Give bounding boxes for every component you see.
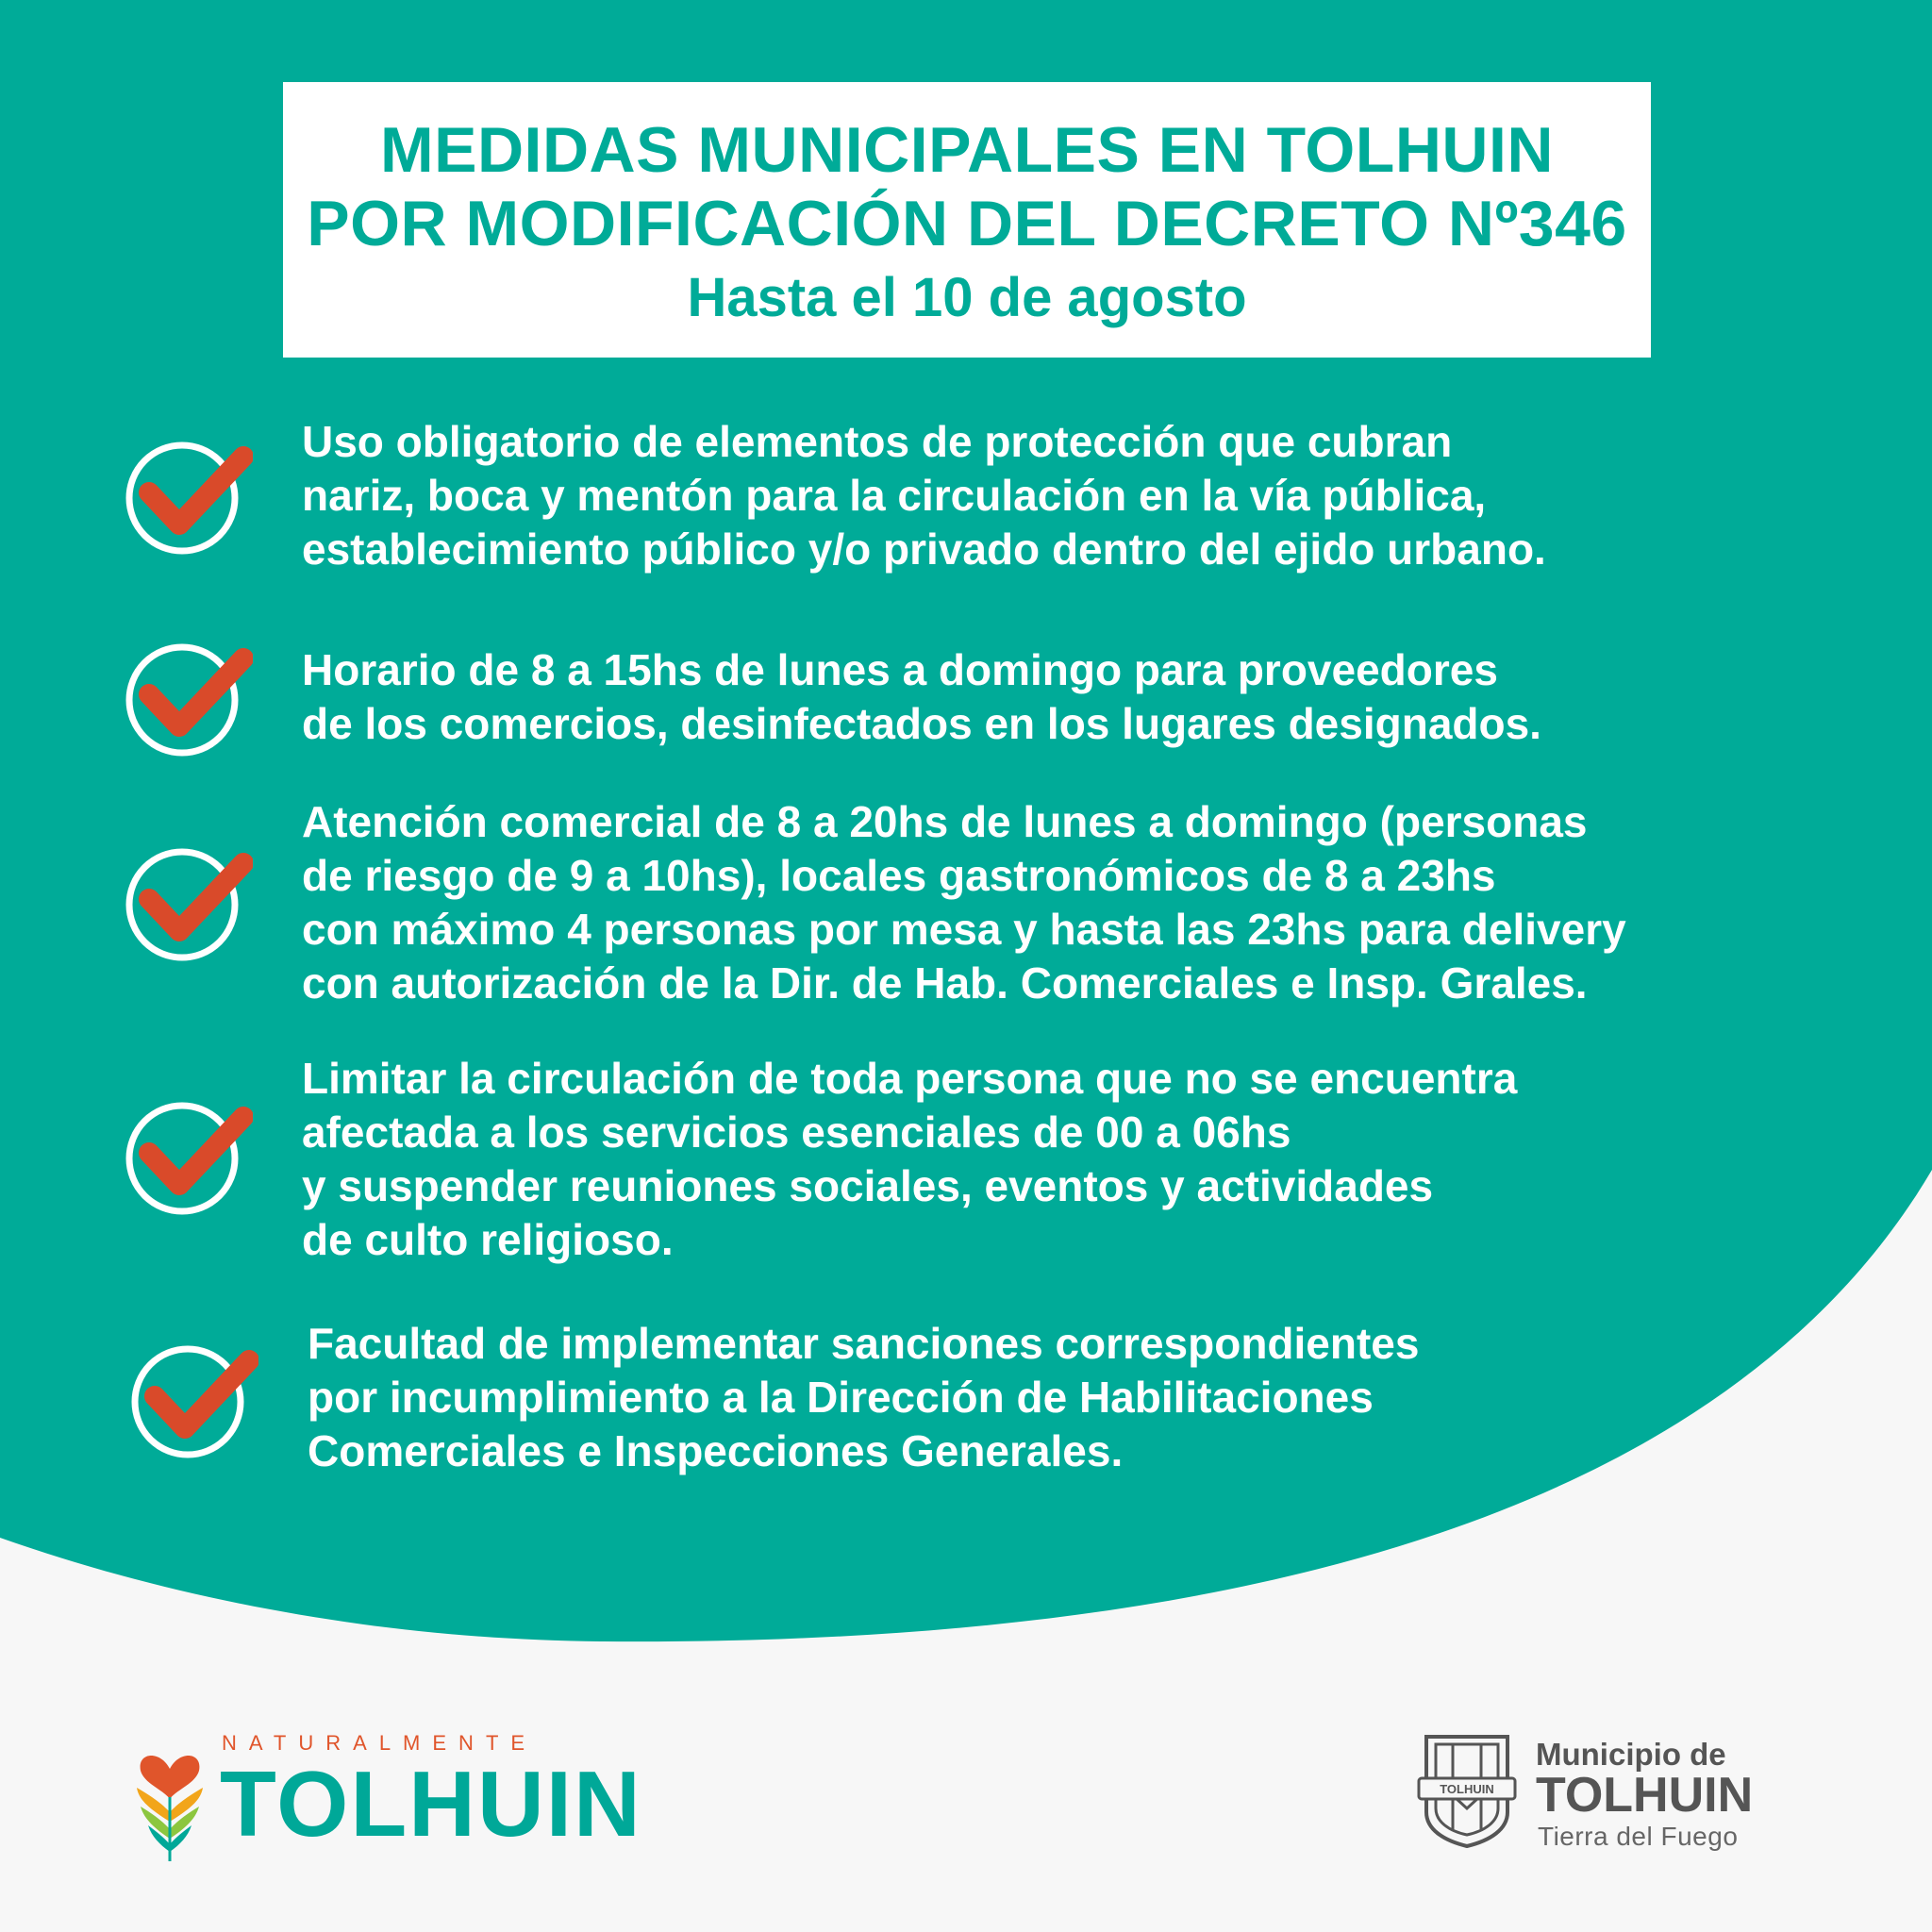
municipal-seal-icon <box>1415 1731 1519 1850</box>
header-box <box>283 82 1651 358</box>
measure-text <box>308 1317 1419 1478</box>
measure-text <box>302 415 1546 576</box>
measure-line: de culto religioso. <box>302 1215 674 1264</box>
check-icon <box>121 841 253 973</box>
measure-line: nariz, boca y mentón para la circulación en la vía pública, <box>302 471 1487 520</box>
flower-heart-icon <box>127 1740 212 1863</box>
brand-tagline: NATURALMENTE <box>222 1731 538 1755</box>
measure-line: y suspender reuniones sociales, eventos y actividades <box>302 1161 1434 1210</box>
municipio-logo <box>1415 1731 1811 1854</box>
measure-line: por incumplimiento a la Dirección de Habilitaciones <box>308 1373 1374 1422</box>
seal-text: TOLHUIN <box>1440 1782 1494 1796</box>
municipality-region: Tierra del Fuego <box>1538 1822 1739 1851</box>
measure-line: con máximo 4 personas por mesa y hasta las 23hs para delivery <box>302 905 1626 954</box>
page-title-line-1: MEDIDAS MUNICIPALES EN TOLHUIN <box>379 114 1555 186</box>
measure-line: afectada a los servicios esenciales de 00 a 06hs <box>302 1108 1291 1157</box>
measure-line: Comerciales e Inspecciones Generales. <box>308 1426 1124 1475</box>
page-title-line-2: POR MODIFICACIÓN DEL DECRETO Nº346 <box>307 188 1627 259</box>
measure-line: Horario de 8 a 15hs de lunes a domingo para proveedores <box>302 645 1498 694</box>
measure-text <box>302 1052 1517 1267</box>
measure-line: Facultad de implementar sanciones correspondientes <box>308 1319 1420 1368</box>
page-subtitle: Hasta el 10 de agosto <box>687 267 1247 328</box>
check-icon <box>121 636 253 768</box>
measure-line: de los comercios, desinfectados en los lugares designados. <box>302 699 1541 748</box>
measure-line: establecimiento público y/o privado dentro del ejido urbano. <box>302 525 1546 574</box>
measure-line: Limitar la circulación de toda persona que no se encuentra <box>302 1054 1518 1103</box>
measure-line: Atención comercial de 8 a 20hs de lunes a domingo (personas <box>302 797 1588 846</box>
municipality-label: Municipio de <box>1536 1737 1726 1772</box>
measure-line: con autorización de la Dir. de Hab. Comerciales e Insp. Grales. <box>302 958 1588 1008</box>
check-icon <box>121 1094 253 1226</box>
naturalmente-tolhuin-logo <box>127 1731 656 1854</box>
measure-line: Uso obligatorio de elementos de protección que cubran <box>302 417 1453 466</box>
municipality-name: TOLHUIN <box>1536 1768 1754 1823</box>
measure-text <box>302 795 1626 1010</box>
measure-line: de riesgo de 9 a 10hs), locales gastronómicos de 8 a 23hs <box>302 851 1496 900</box>
check-icon <box>121 434 253 566</box>
measure-text <box>302 643 1541 751</box>
check-icon <box>126 1338 258 1470</box>
brand-name: TOLHUIN <box>220 1752 642 1856</box>
